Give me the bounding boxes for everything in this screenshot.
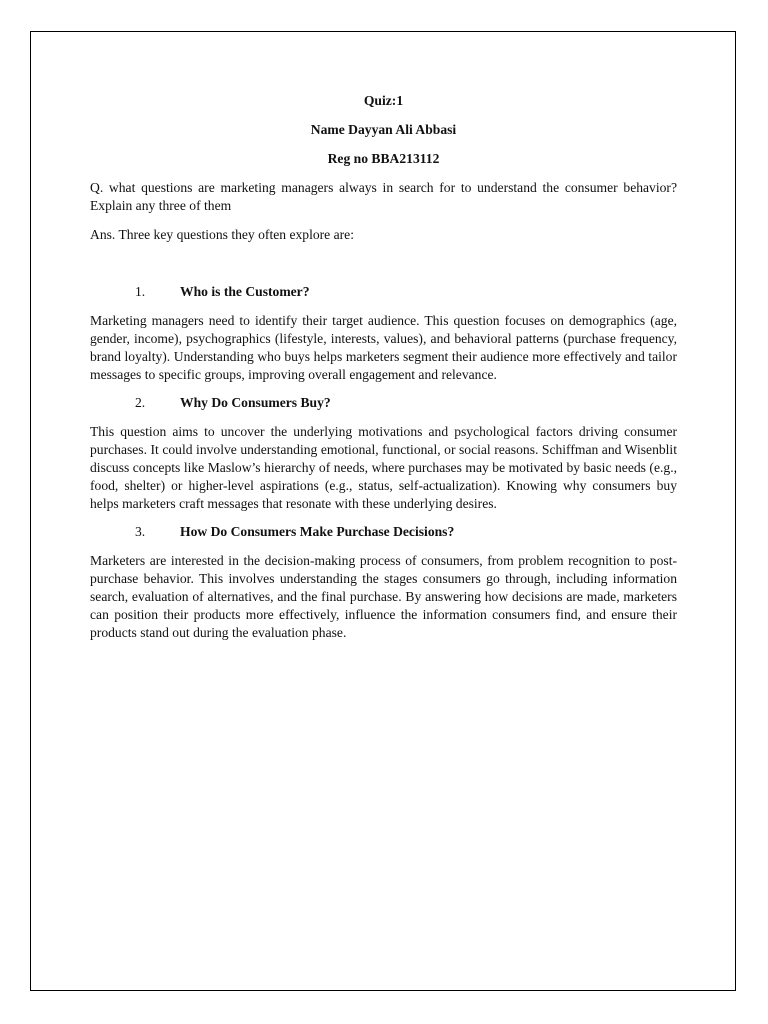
item-body: This question aims to uncover the underlying motivations and psychological factors driving consumer purchases. It could involve understanding emotional, functional, or social reasons. Schiffman and Wisenblit discuss concepts like Maslow’s hierarchy of needs, where purchases may be motivated by basic needs (e.g., food, shelter) or higher-level aspirations (e.g., status, self-actualization). Knowing why consumers buy helps marketers craft messages that resonate with these underlying desires. [90,424,677,511]
item-number: 1. [135,284,146,299]
student-name: Name Dayyan Ali Abbasi [310,122,457,137]
item-title: How Do Consumers Make Purchase Decisions? [180,524,455,539]
quiz-title: Quiz:1 [363,93,404,108]
item-number: 2. [135,395,146,410]
answer-intro: Ans. Three key questions they often explore are: [90,227,354,242]
item-number: 3. [135,524,146,539]
item-heading [90,394,677,412]
item-title: Who is the Customer? [180,284,310,299]
item-body: Marketing managers need to identify their target audience. This question focuses on demographics (age, gender, income), psychographics (lifestyle, interests, values), and behavioral patterns (purchase frequency, brand loyalty). Understanding who buys helps marketers segment their audience more effectively and tailor messages to specific groups, improving overall engagement and relevance. [90,313,677,382]
item-heading [90,283,677,301]
item-heading [90,523,677,541]
question-text: Q. what questions are marketing managers always in search for to understand the consumer behavior? Explain any three of them [90,180,677,213]
document-body [90,92,677,642]
item-title: Why Do Consumers Buy? [180,395,331,410]
registration-number: Reg no BBA213112 [327,151,440,166]
item-body: Marketers are interested in the decision-making process of consumers, from problem recognition to post-purchase behavior. This involves understanding the stages consumers go through, including information search, evaluation of alternatives, and the final purchase. By answering how decisions are made, marketers can position their products more effectively, influence the information consumers find, and ensure their products stand out during the evaluation phase. [90,553,677,640]
